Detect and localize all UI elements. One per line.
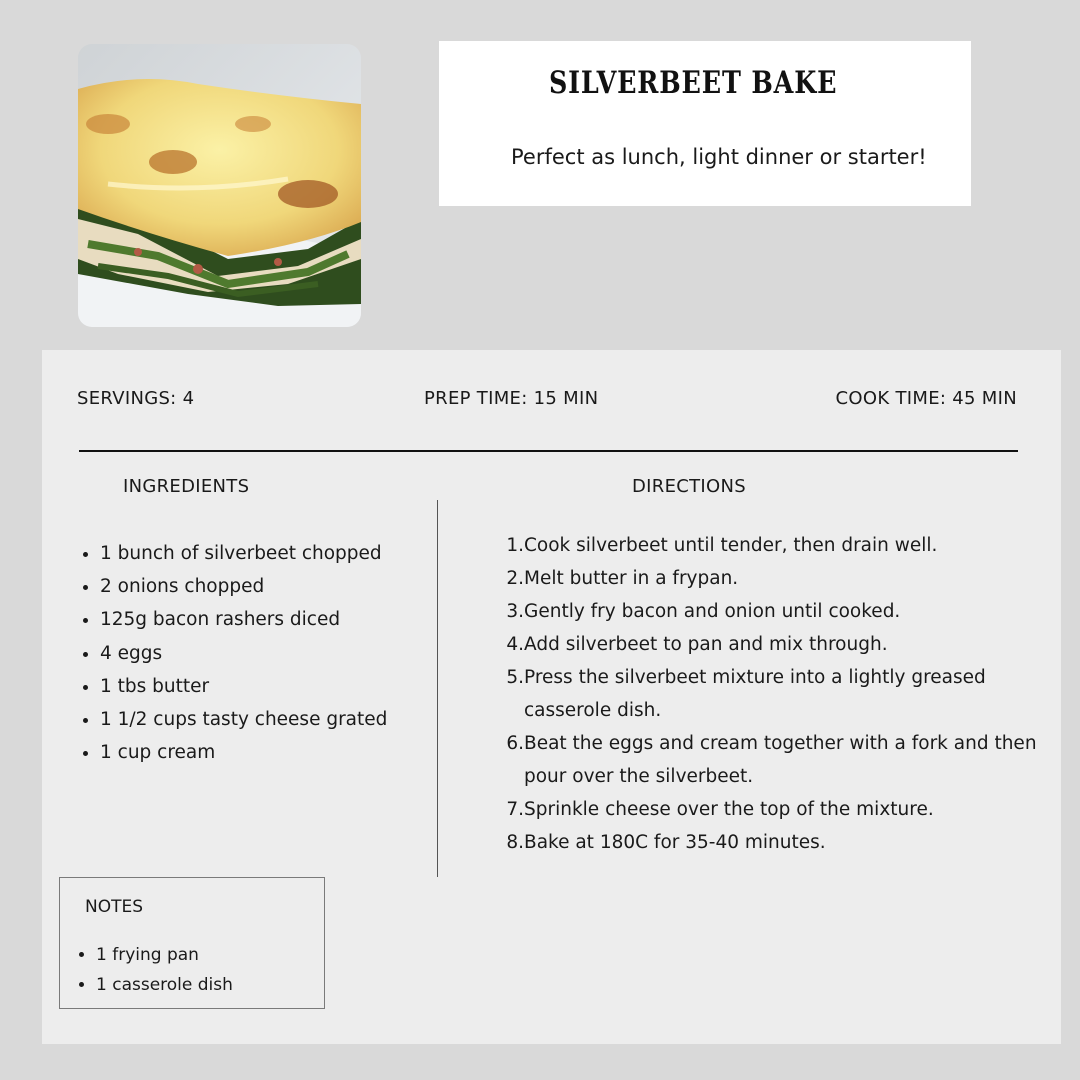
- step-number: 4.: [506, 634, 524, 655]
- notes-box: [59, 877, 325, 1009]
- notes-heading: NOTES: [85, 897, 144, 917]
- note-item: • 1 frying pan: [96, 940, 233, 970]
- direction-step: [504, 661, 1039, 727]
- ingredient-item: • 4 eggs: [100, 637, 440, 670]
- recipe-title: SILVERBEET BAKE: [549, 65, 838, 101]
- directions-heading: DIRECTIONS: [632, 476, 746, 497]
- cook-time-label: COOK TIME: 45 MIN: [835, 388, 1017, 409]
- direction-step: [504, 826, 1039, 859]
- direction-step: [504, 727, 1039, 793]
- step-text: Press the silverbeet mixture into a lightly greased casserole dish.: [524, 667, 986, 721]
- note-item: • 1 casserole dish: [96, 970, 233, 1000]
- ingredients-list: [80, 537, 440, 769]
- step-text: Add silverbeet to pan and mix through.: [524, 634, 888, 655]
- direction-step: [504, 529, 1039, 562]
- step-number: 2.: [506, 568, 524, 589]
- direction-step: [504, 562, 1039, 595]
- ingredient-item: • 1 1/2 cups tasty cheese grated: [100, 703, 440, 736]
- ingredients-heading: INGREDIENTS: [123, 476, 250, 497]
- step-number: 1.: [506, 535, 524, 556]
- step-number: 6.: [506, 733, 524, 754]
- ingredient-item: • 1 bunch of silverbeet chopped: [100, 537, 440, 570]
- step-number: 7.: [506, 799, 524, 820]
- recipe-subtitle: Perfect as lunch, light dinner or starter!: [511, 145, 927, 169]
- step-text: Sprinkle cheese over the top of the mixture.: [524, 799, 934, 820]
- step-text: Bake at 180C for 35-40 minutes.: [524, 832, 826, 853]
- direction-step: [504, 628, 1039, 661]
- recipe-panel: [42, 350, 1061, 1044]
- prep-time-label: PREP TIME: 15 MIN: [424, 388, 599, 409]
- ingredient-item: • 1 tbs butter: [100, 670, 440, 703]
- title-card: [439, 41, 971, 206]
- ingredient-item: • 125g bacon rashers diced: [100, 603, 440, 636]
- horizontal-divider: [79, 450, 1018, 452]
- notes-list: [76, 940, 233, 1000]
- servings-label: SERVINGS: 4: [77, 388, 195, 409]
- ingredient-item: • 2 onions chopped: [100, 570, 440, 603]
- step-text: Melt butter in a frypan.: [524, 568, 739, 589]
- step-number: 5.: [506, 667, 524, 688]
- step-text: Gently fry bacon and onion until cooked.: [524, 601, 901, 622]
- silverbeet-bake-image: [78, 44, 361, 327]
- recipe-photo: [78, 44, 361, 327]
- step-text: Cook silverbeet until tender, then drain well.: [524, 535, 938, 556]
- direction-step: [504, 793, 1039, 826]
- directions-list: [504, 529, 1039, 859]
- direction-step: [504, 595, 1039, 628]
- step-text: Beat the eggs and cream together with a fork and then pour over the silverbeet.: [524, 733, 1037, 787]
- ingredient-item: • 1 cup cream: [100, 736, 440, 769]
- step-number: 3.: [506, 601, 524, 622]
- step-number: 8.: [506, 832, 524, 853]
